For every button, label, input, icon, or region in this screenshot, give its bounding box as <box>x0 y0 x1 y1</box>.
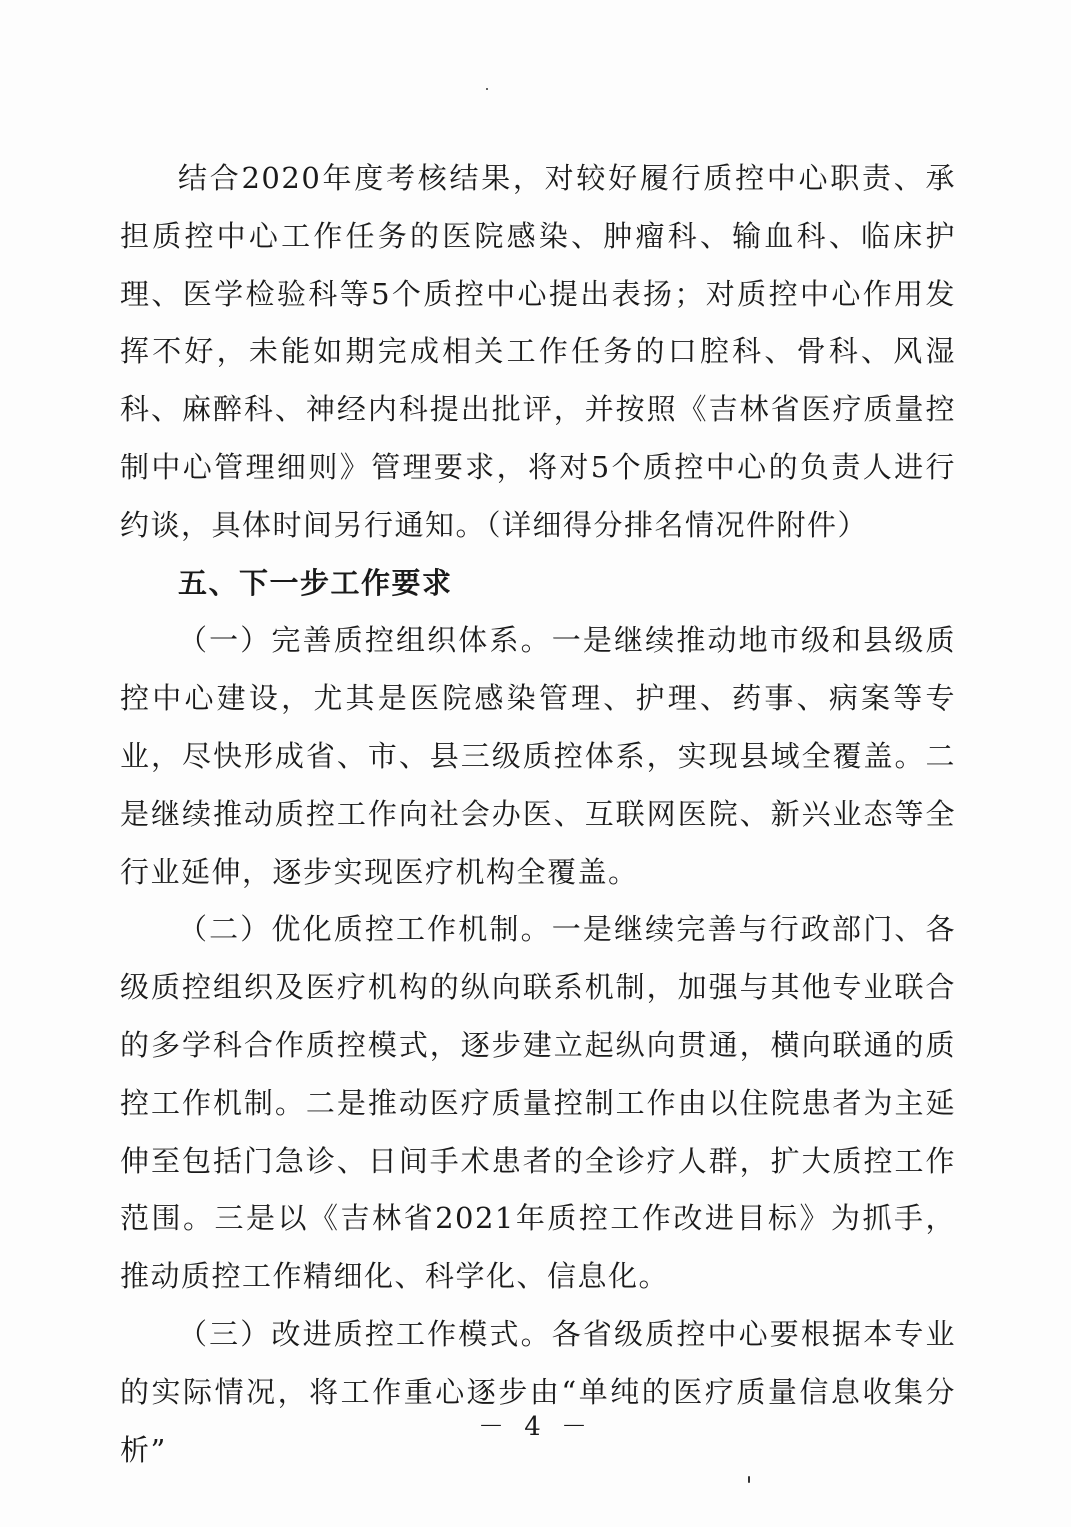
scan-speck <box>486 88 488 90</box>
paragraph-assessment-results: 结合2020年度考核结果，对较好履行质控中心职责、承担质控中心工作任务的医院感染、肿瘤科、输血科、临床护理、医学检验科等5个质控中心提出表扬；对质控中心作用发挥不好，未能如期完成相关工作任务的口腔科、骨科、风湿科、麻醉科、神经内科提出批评，并按照《吉林省医疗质量控制中心管理细则》管理要求，将对5个质控中心的负责人进行约谈，具体时间另行通知。（详细得分排名情况件附件） <box>120 161 956 542</box>
paragraph-item-1: （一）完善质控组织体系。一是继续推动地市级和县级质控中心建设，尤其是医院感染管理、护理、药事、病案等专业，尽快形成省、市、县三级质控体系，实现县域全覆盖。二是继续推动质控工作向社会办医、互联网医院、新兴业态等全行业延伸，逐步实现医疗机构全覆盖。 <box>120 623 956 889</box>
scan-speck <box>748 1476 750 1483</box>
paragraph-item-2: （二）优化质控工作机制。一是继续完善与行政部门、各级质控组织及医疗机构的纵向联系机制，加强与其他专业联合的多学科合作质控模式，逐步建立起纵向贯通，横向联通的质控工作机制。二是推动医疗质量控制工作由以住院患者为主延伸至包括门急诊、日间手术患者的全诊疗人群，扩大质控工作范围。三是以《吉林省2021年质控工作改进目标》为抓手，推动质控工作精细化、科学化、信息化。 <box>120 912 956 1294</box>
section-heading: 五、下一步工作要求 <box>178 565 453 600</box>
paragraph-item-3: （三）改进质控工作模式。各省级质控中心要根据本专业的实际情况，将工作重心逐步由“单纯的医疗质量信息收集分析” <box>120 1316 956 1467</box>
page-number: － 4 － <box>477 1412 594 1442</box>
document-body <box>120 150 956 1479</box>
